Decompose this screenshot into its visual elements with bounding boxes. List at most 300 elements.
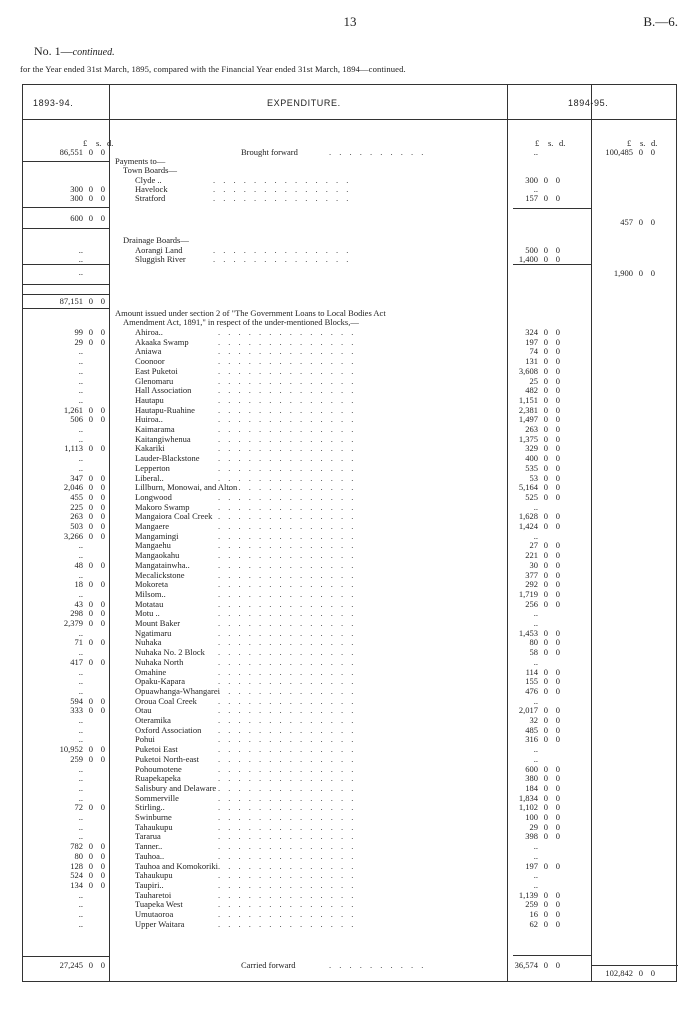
shillings: 0 [88, 705, 93, 716]
block-name: Liberal.. [135, 472, 164, 483]
leader-dots: . . . . . . . . . . . . . . [218, 588, 357, 599]
table-caption: for the Year ended 31st March, 1895, compared with the Financial Year ended 31st March, 1894—continued. [20, 64, 406, 74]
left-amount: 506 [70, 414, 83, 425]
shillings: 0 [88, 870, 93, 881]
leader-dots: . . . . . . . . . . [329, 960, 427, 970]
left-amount: .. [78, 245, 83, 255]
mid-amount: 476 [525, 685, 538, 696]
shillings: 0 [543, 462, 548, 473]
mid-amount: 1,497 [518, 414, 538, 425]
shillings: 0 [88, 521, 93, 531]
shillings: 0 [88, 579, 93, 590]
mid-amount: 1,834 [518, 792, 538, 803]
shillings: 0 [543, 356, 548, 367]
left-amount: 300 [70, 184, 83, 194]
mid-amount: 53 [529, 472, 538, 483]
shillings: 0 [543, 443, 548, 454]
shillings: 0 [543, 918, 548, 929]
shillings: 0 [543, 254, 548, 264]
pence: 0 [555, 245, 560, 255]
leader-dots: . . . . . . . . . . . . . . [218, 618, 357, 628]
leader-dots: . . . . . . . . . . . . . . [218, 676, 357, 687]
pence: 0 [555, 385, 560, 396]
pence: 0 [555, 254, 560, 264]
left-amount: .. [78, 734, 83, 745]
shillings: 0 [543, 889, 548, 900]
mid-amount: 100 [525, 812, 538, 822]
leader-dots: . . . . . . . . . . . . . . [213, 184, 352, 194]
block-name: Tuapeka West [135, 899, 183, 910]
left-amount: 43 [74, 598, 83, 609]
block-name: Stirling.. [135, 802, 165, 813]
shillings: 0 [88, 879, 93, 890]
mid-amount: 482 [525, 385, 538, 396]
mid-amount: 58 [529, 647, 538, 658]
block-name: Mount Baker [135, 618, 181, 628]
pence: 0 [100, 744, 105, 755]
shillings: 0 [543, 647, 548, 658]
pence-label: d. [651, 138, 658, 148]
pence: 0 [555, 424, 560, 434]
header-expenditure: EXPENDITURE. [267, 98, 341, 108]
leader-dots: . . . . . . . . . . . . . . [218, 327, 357, 337]
block-name: Taupiri.. [135, 879, 164, 890]
pence: 0 [100, 753, 105, 764]
left-amount: 1,261 [63, 404, 83, 415]
shillings: 0 [88, 327, 93, 337]
block-name: Mangatainwha.. [135, 559, 190, 570]
pence: 0 [100, 841, 105, 852]
mid-amount: .. [533, 608, 538, 619]
pence: 0 [555, 960, 560, 970]
pence: 0 [555, 569, 560, 580]
pence: 0 [100, 618, 105, 628]
shillings: 0 [543, 821, 548, 832]
pence: 0 [100, 802, 105, 813]
page-number: 13 [343, 14, 357, 29]
shillings: 0 [543, 540, 548, 551]
left-amount: .. [78, 676, 83, 687]
row-name: Aorangi Land [135, 245, 183, 255]
mid-amount: 324 [525, 327, 538, 337]
left-amount: .. [78, 550, 83, 561]
shillings: 0 [543, 193, 548, 203]
block-name: Tauhoa.. [135, 850, 165, 861]
pence: 0 [100, 443, 105, 454]
left-amount: .. [78, 773, 83, 784]
pence: 0 [555, 375, 560, 386]
shillings: 0 [543, 899, 548, 910]
block-name: Nuhaka North [135, 656, 184, 667]
left-amount: .. [78, 375, 83, 386]
pence: 0 [555, 831, 560, 842]
leader-dots: . . . . . . . . . . . . . . [218, 443, 357, 454]
block-name: Pohui [135, 734, 155, 745]
loans-heading-continued: Amendment Act, 1891," in respect of the under-mentioned Blocks,— [123, 317, 359, 327]
pence: 0 [555, 637, 560, 648]
leader-dots: . . . . . . . . . . . . . . [218, 744, 357, 755]
carried-forward-label: Carried forward [241, 960, 296, 970]
shillings: 0 [543, 327, 548, 337]
leader-dots: . . . . . . . . . . . . . . [218, 424, 357, 434]
pence: 0 [555, 734, 560, 745]
block-name: Ngatimaru [135, 627, 172, 638]
block-name: Lepperton [135, 462, 170, 473]
drainage-boards-label: Drainage Boards— [123, 235, 189, 245]
mid-amount: .. [533, 618, 538, 628]
shillings: 0 [543, 802, 548, 813]
pound-label: £ [627, 138, 632, 148]
shillings: 0 [88, 404, 93, 415]
left-amount: .. [78, 724, 83, 735]
leader-dots: . . . . . . . . . . . . . . [218, 715, 357, 725]
mid-amount: 131 [525, 356, 538, 367]
block-name: Nuhaka [135, 637, 162, 648]
pence: 0 [555, 782, 560, 793]
pence: 0 [555, 685, 560, 696]
mid-amount: 377 [525, 569, 538, 580]
block-name: Kaimarama [135, 424, 175, 434]
shillings: 0 [543, 715, 548, 725]
block-name: Opuawhanga-Whangarei [135, 685, 220, 696]
pence: 0 [555, 462, 560, 473]
pence: 0 [555, 511, 560, 522]
mid-amount: 485 [525, 724, 538, 735]
leader-dots: . . . . . . . . . . . . . . [218, 734, 357, 745]
pence: 0 [100, 511, 105, 522]
block-name: Tahaukupu [135, 870, 173, 881]
left-amount: 71 [74, 637, 83, 648]
left-amount: 86,551 [59, 147, 83, 157]
left-amount: 524 [70, 870, 83, 881]
pound-label: £ [83, 138, 88, 148]
block-name: Oroua Coal Creek [135, 695, 197, 706]
pence: 0 [650, 217, 655, 227]
pence: 0 [650, 968, 655, 978]
block-name: Puketoi North-east [135, 753, 199, 764]
block-name: East Puketoi [135, 365, 178, 376]
leader-dots: . . . . . . . . . . . . . . [218, 802, 357, 813]
block-name: Mangamingi [135, 530, 179, 541]
pence: 0 [100, 960, 105, 970]
shillings: 0 [543, 685, 548, 696]
left-amount: 263 [70, 511, 83, 522]
leader-dots: . . . . . . . . . . . . . . [218, 666, 357, 677]
left-amount: 300 [70, 193, 83, 203]
mid-amount: 300 [525, 175, 538, 185]
pence: 0 [555, 773, 560, 784]
block-name: Ruapekapeka [135, 773, 181, 784]
pence: 0 [650, 147, 655, 157]
pence: 0 [555, 627, 560, 638]
pence: 0 [100, 213, 105, 223]
left-amount: 1,113 [64, 443, 83, 454]
pence: 0 [100, 404, 105, 415]
leader-dots: . . . . . . . . . . . . . . [218, 453, 357, 464]
block-name: Mokoreta [135, 579, 169, 590]
shillings: 0 [543, 404, 548, 415]
block-name: Salisbury and Delaware [135, 782, 217, 793]
left-amount: .. [78, 627, 83, 638]
left-amount: .. [78, 909, 83, 919]
left-subtotal: 87,151 [59, 296, 83, 306]
left-amount: .. [78, 899, 83, 910]
section-heading: No. 1—continued. [34, 44, 115, 58]
mid-amount: .. [533, 530, 538, 541]
mid-amount: 263 [525, 424, 538, 434]
block-name: Kaitangiwhenua [135, 433, 191, 444]
shillings: 0 [543, 365, 548, 376]
pence: 0 [555, 647, 560, 658]
pence: 0 [555, 724, 560, 735]
left-amount: .. [78, 666, 83, 677]
block-name: Oteramika [135, 715, 171, 725]
pence: 0 [555, 559, 560, 570]
shillings: 0 [543, 394, 548, 405]
pence: 0 [555, 443, 560, 454]
shillings: 0 [638, 217, 643, 227]
pence: 0 [555, 327, 560, 337]
pence: 0 [555, 491, 560, 502]
leader-dots: . . . . . . . . . . . . . . [218, 462, 357, 473]
block-name: Kakariki [135, 443, 165, 454]
mid-amount: 1,719 [518, 588, 538, 599]
pence: 0 [100, 850, 105, 861]
leader-dots: . . . . . . . . . . . . . . [218, 511, 357, 522]
left-amount: .. [78, 889, 83, 900]
shillings: 0 [543, 705, 548, 716]
shillings: 0 [543, 637, 548, 648]
mid-amount: .. [533, 147, 538, 157]
pence: 0 [555, 909, 560, 919]
pence: 0 [100, 598, 105, 609]
left-amount: .. [78, 812, 83, 822]
pence: 0 [555, 482, 560, 493]
pence-label: d. [559, 138, 566, 148]
block-name: Otau [135, 705, 152, 716]
mid-amount: 1,453 [518, 627, 538, 638]
mid-amount: 5,164 [518, 482, 538, 493]
shillings: 0 [543, 550, 548, 561]
leader-dots: . . . . . . . . . . . . . . [218, 472, 357, 483]
pence: 0 [555, 598, 560, 609]
shillings: 0 [543, 482, 548, 493]
pence: 0 [555, 588, 560, 599]
pence: 0 [100, 184, 105, 194]
left-amount: .. [78, 715, 83, 725]
pence: 0 [555, 521, 560, 531]
mid-amount: 292 [525, 579, 538, 590]
mid-amount: 62 [529, 918, 538, 929]
mid-amount: .. [533, 850, 538, 861]
shillings: 0 [88, 443, 93, 454]
mid-amount: .. [533, 184, 538, 194]
leader-dots: . . . . . . . . . . . . . . [218, 831, 357, 842]
pence: 0 [100, 656, 105, 667]
mid-amount: 197 [525, 336, 538, 347]
left-amount: .. [78, 569, 83, 580]
shillings: 0 [543, 472, 548, 483]
left-amount: 594 [70, 695, 83, 706]
right-total: 1,900 [613, 268, 633, 278]
leader-dots: . . . . . . . . . . . . . . [218, 356, 357, 367]
shillings: 0 [543, 831, 548, 842]
leader-dots: . . . . . . . . . . . . . . [218, 404, 357, 415]
left-amount: .. [78, 346, 83, 357]
left-amount: 128 [70, 860, 83, 871]
shillings: 0 [88, 184, 93, 194]
leader-dots: . . . . . . . . . . . . . . [218, 753, 357, 764]
pence: 0 [100, 860, 105, 871]
pence: 0 [555, 433, 560, 444]
mid-amount: 1,424 [518, 521, 538, 531]
block-name: Mangaokahu [135, 550, 180, 561]
shillings: 0 [88, 296, 93, 306]
pence: 0 [100, 579, 105, 590]
mid-amount: 1,400 [518, 254, 538, 264]
pence: 0 [100, 637, 105, 648]
left-amount: 18 [74, 579, 83, 590]
mid-amount: 29 [529, 821, 538, 832]
shillings: 0 [543, 860, 548, 871]
shillings: 0 [543, 812, 548, 822]
pence: 0 [555, 356, 560, 367]
pence: 0 [555, 394, 560, 405]
right-total: 457 [620, 217, 633, 227]
mid-amount: 1,151 [518, 394, 538, 405]
leader-dots: . . . . . . . . . . . . . . [218, 521, 357, 531]
shillings: 0 [543, 521, 548, 531]
mid-amount: .. [533, 501, 538, 512]
shillings: 0 [543, 346, 548, 357]
block-name: Upper Waitara [135, 918, 185, 929]
leader-dots: . . . . . . . . . . . . . . [218, 773, 357, 784]
block-name: Huiroa.. [135, 414, 163, 425]
pence: 0 [555, 821, 560, 832]
left-amount: 225 [70, 501, 83, 512]
pence: 0 [100, 296, 105, 306]
block-name: Hautapu [135, 394, 164, 405]
shillings: 0 [543, 579, 548, 590]
mid-amount: 16 [529, 909, 538, 919]
shillings: 0 [543, 792, 548, 803]
shillings: 0 [88, 608, 93, 619]
shillings: 0 [543, 559, 548, 570]
shillings: 0 [88, 637, 93, 648]
left-amount: .. [78, 831, 83, 842]
mid-amount: 256 [525, 598, 538, 609]
block-name: Akaaka Swamp [135, 336, 189, 347]
block-name: Ahiroa.. [135, 327, 163, 337]
pence: 0 [555, 715, 560, 725]
pence: 0 [100, 336, 105, 347]
pence: 0 [555, 666, 560, 677]
leader-dots: . . . . . . . . . . . . . . [218, 792, 357, 803]
mid-amount: 184 [525, 782, 538, 793]
shillings: 0 [543, 433, 548, 444]
leader-dots: . . . . . . . . . . . . . . [218, 918, 357, 929]
pence: 0 [555, 453, 560, 464]
pence: 0 [555, 918, 560, 929]
mid-amount: 400 [525, 453, 538, 464]
shillings: 0 [543, 414, 548, 425]
leader-dots: . . . . . . . . . . . . . . [218, 365, 357, 376]
shillings: 0 [543, 511, 548, 522]
shillings: 0 [88, 559, 93, 570]
shillings: 0 [88, 618, 93, 628]
mid-amount: 3,608 [518, 365, 538, 376]
block-name: Sommerville [135, 792, 179, 803]
leader-dots: . . . . . . . . . . . . . . [218, 685, 357, 696]
left-amount: 503 [70, 521, 83, 531]
mid-amount: 600 [525, 763, 538, 774]
block-name: Pohoumotene [135, 763, 182, 774]
pence: 0 [555, 346, 560, 357]
block-name: Makoro Swamp [135, 501, 190, 512]
left-amount: .. [78, 365, 83, 376]
leader-dots: . . . . . . . . . . . . . . [218, 433, 357, 444]
block-name: Glenomaru [135, 375, 174, 386]
shillings: 0 [88, 850, 93, 861]
shillings: 0 [543, 724, 548, 735]
block-name: Lillburn, Monowai, and Alton [135, 482, 238, 493]
leader-dots: . . . . . . . . . . . . . . [218, 656, 357, 667]
left-amount: 80 [74, 850, 83, 861]
pence: 0 [100, 559, 105, 570]
mid-amount: 329 [525, 443, 538, 454]
carried-right: 102,842 [605, 968, 633, 978]
left-amount: .. [78, 782, 83, 793]
block-name: Hall Association [135, 385, 192, 396]
leader-dots: . . . . . . . . . . . . . . [218, 841, 357, 852]
leader-dots: . . . . . . . . . . . . . . [218, 336, 357, 347]
left-amount: 455 [70, 491, 83, 502]
expenditure-table [22, 84, 677, 982]
shillings: 0 [88, 695, 93, 706]
block-name: Tauharetoi [135, 889, 172, 900]
left-amount: 298 [70, 608, 83, 619]
mid-amount: 25 [529, 375, 538, 386]
shillings: 0 [543, 773, 548, 784]
left-amount: .. [78, 647, 83, 658]
pence: 0 [100, 147, 105, 157]
block-name: Mangaere [135, 521, 169, 531]
shillings: 0 [543, 676, 548, 687]
pence: 0 [555, 802, 560, 813]
header-1894-95: 1894-95. [568, 98, 609, 108]
carried-left: 27,245 [59, 960, 83, 970]
pence: 0 [555, 889, 560, 900]
mid-amount: 30 [529, 559, 538, 570]
block-name: Tararua [135, 831, 161, 842]
mid-amount: 27 [529, 540, 538, 551]
shillings-label: s. [548, 138, 554, 148]
leader-dots: . . . . . . . . . . . . . . [218, 540, 357, 551]
shillings: 0 [638, 147, 643, 157]
shillings: 0 [88, 414, 93, 425]
left-amount: 3,266 [63, 530, 83, 541]
block-name: Coonoor [135, 356, 165, 367]
page-reference: B.—6. [643, 14, 678, 29]
leader-dots: . . . . . . . . . . . . . . [218, 598, 357, 609]
row-name: Sluggish River [135, 254, 186, 264]
left-amount: .. [78, 792, 83, 803]
leader-dots: . . . . . . . . . . . . . . [218, 763, 357, 774]
shillings: 0 [88, 482, 93, 493]
leader-dots: . . . . . . . . . . . . . . [218, 501, 357, 512]
shillings: 0 [638, 268, 643, 278]
left-amount: .. [78, 394, 83, 405]
